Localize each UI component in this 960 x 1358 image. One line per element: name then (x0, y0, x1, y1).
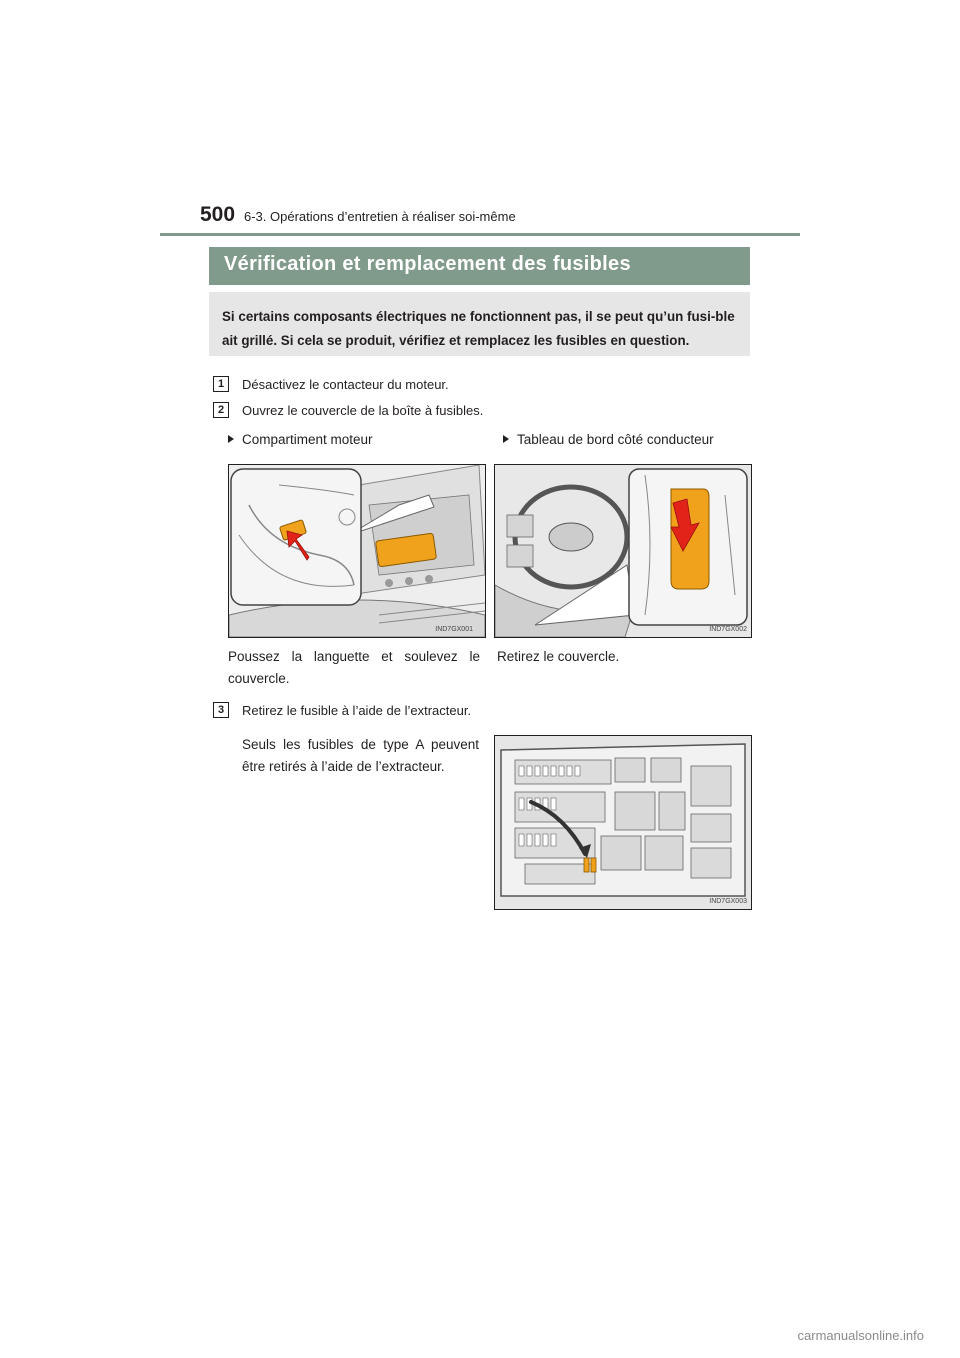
step-3-text: Retirez le fusible à l’aide de l’extracteur. (242, 703, 472, 718)
footer-watermark (0, 1328, 960, 1343)
step-2-text: Ouvrez le couvercle de la boîte à fusibles. (242, 403, 484, 418)
step-1-badge: 1 (213, 376, 229, 392)
section-title: 6-3. Opérations d’entretien à réaliser soi-même (244, 209, 516, 224)
bullet-dash-label: Tableau de bord côté conducteur (517, 432, 714, 447)
dashboard-illustration (494, 464, 752, 638)
fuse-box-illustration (494, 735, 752, 910)
header-rule (160, 233, 800, 236)
figure-code: IND7GX001 (435, 626, 473, 633)
fusebox-caption: Seuls les fusibles de type A peuvent être retirés à l’aide de l’extracteur. (242, 737, 479, 774)
bullet-dash (503, 432, 714, 447)
triangle-bullet-icon (228, 435, 234, 443)
step-2-badge: 2 (213, 402, 229, 418)
figure-code: IND7GX003 (709, 898, 747, 905)
bullet-engine (228, 432, 373, 447)
engine-compartment-illustration (228, 464, 486, 638)
page-number: 500 (200, 203, 236, 226)
triangle-bullet-icon (503, 435, 509, 443)
watermark-text: carmanualsonline.info (797, 1328, 924, 1343)
engine-caption: Poussez la languette et soulevez le couvercle. (228, 649, 480, 686)
figure-code: IND7GX002 (709, 626, 747, 633)
page-title: Vérification et remplacement des fusibles (224, 253, 631, 275)
step-3-badge: 3 (213, 702, 229, 718)
dash-caption: Retirez le couvercle. (497, 649, 620, 664)
intro-text: Si certains composants électriques ne fonctionnent pas, il se peut qu’un fusi-ble ait grillé. Si cela se produit, vérifiez et remplacez les fusibles en question. (222, 309, 735, 348)
step-1-text: Désactivez le contacteur du moteur. (242, 377, 449, 392)
bullet-engine-label: Compartiment moteur (242, 432, 373, 447)
